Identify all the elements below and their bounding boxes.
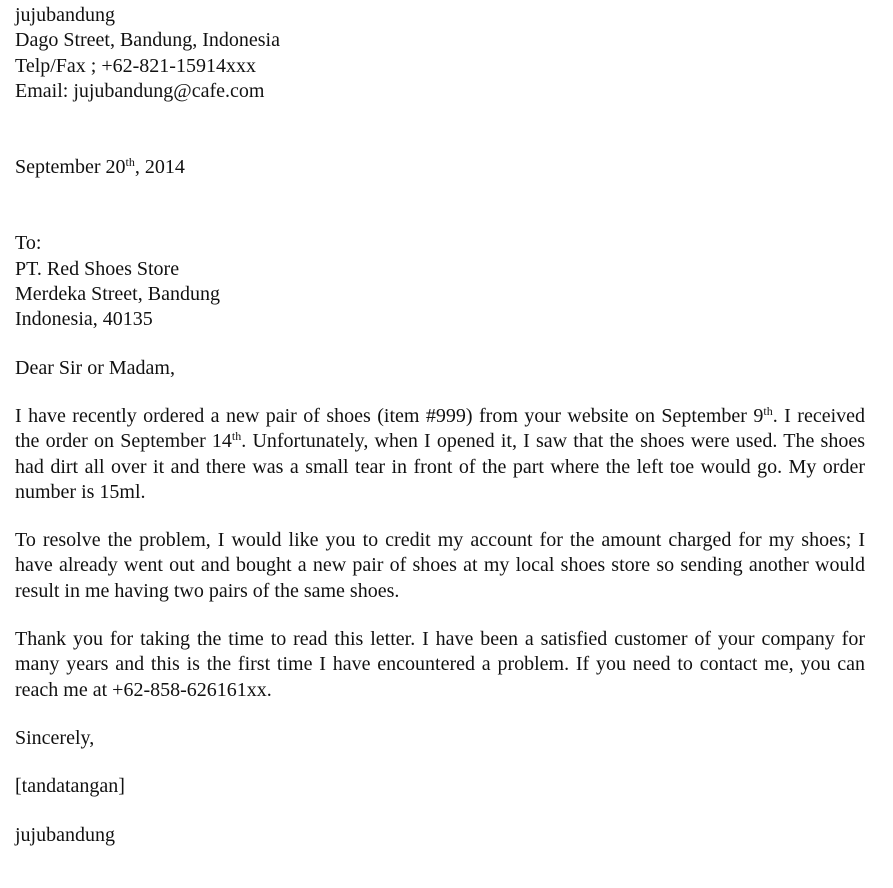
recipient-street: Merdeka Street, Bandung <box>15 283 220 306</box>
paragraph-1 <box>15 404 865 505</box>
paragraph-1-part-1: I have recently ordered a new pair of shoes (item #999) from your website on September 9 <box>15 404 764 427</box>
paragraph-1-ordinal-2: th <box>231 429 242 444</box>
closing: Sincerely, <box>15 726 95 749</box>
date-month-day: September 20 <box>15 156 126 179</box>
signer-name: jujubandung <box>15 823 115 846</box>
recipient-country: Indonesia, 40135 <box>15 308 153 331</box>
sender-address: Dago Street, Bandung, Indonesia <box>15 29 280 52</box>
date-ordinal: th <box>125 155 135 170</box>
letter <box>15 3 865 848</box>
sender-name: jujubandung <box>15 4 115 26</box>
to-label: To: <box>15 232 42 255</box>
sender-email: Email: jujubandung@cafe.com <box>15 79 265 102</box>
paragraph-1-part-3: . Unfortunately, when I opened it, I saw that the shoes were used. The shoes had dirt all over it and there was a small tear in front of the part where the left toe would go. My order number is 15ml. <box>15 430 865 503</box>
date-year: , 2014 <box>134 156 185 179</box>
letter-date <box>15 155 865 180</box>
paragraph-2: To resolve the problem, I would like you to credit my account for the amount charged for my shoes; I have already went out and bought a new pair of shoes at my local shoes store so sending another would result in me having two pairs of the same shoes. <box>15 529 865 602</box>
sender-phone: Telp/Fax ; +62-821-15914xxx <box>15 54 256 77</box>
recipient-company: PT. Red Shoes Store <box>15 257 180 280</box>
salutation: Dear Sir or Madam, <box>15 356 175 379</box>
paragraph-1-part-2: . I received the order on September 14 <box>15 404 866 453</box>
sender-block <box>15 3 865 104</box>
paragraph-1-ordinal-1: th <box>763 403 773 418</box>
paragraph-3: Thank you for taking the time to read this letter. I have been a satisfied customer of your company for many years and this is the first time I have encountered a problem. If you need to contact me, you can reach me at +62-858-626161xx. <box>15 628 865 701</box>
recipient-block <box>15 231 865 332</box>
signature-placeholder: [tandatangan] <box>15 775 125 798</box>
